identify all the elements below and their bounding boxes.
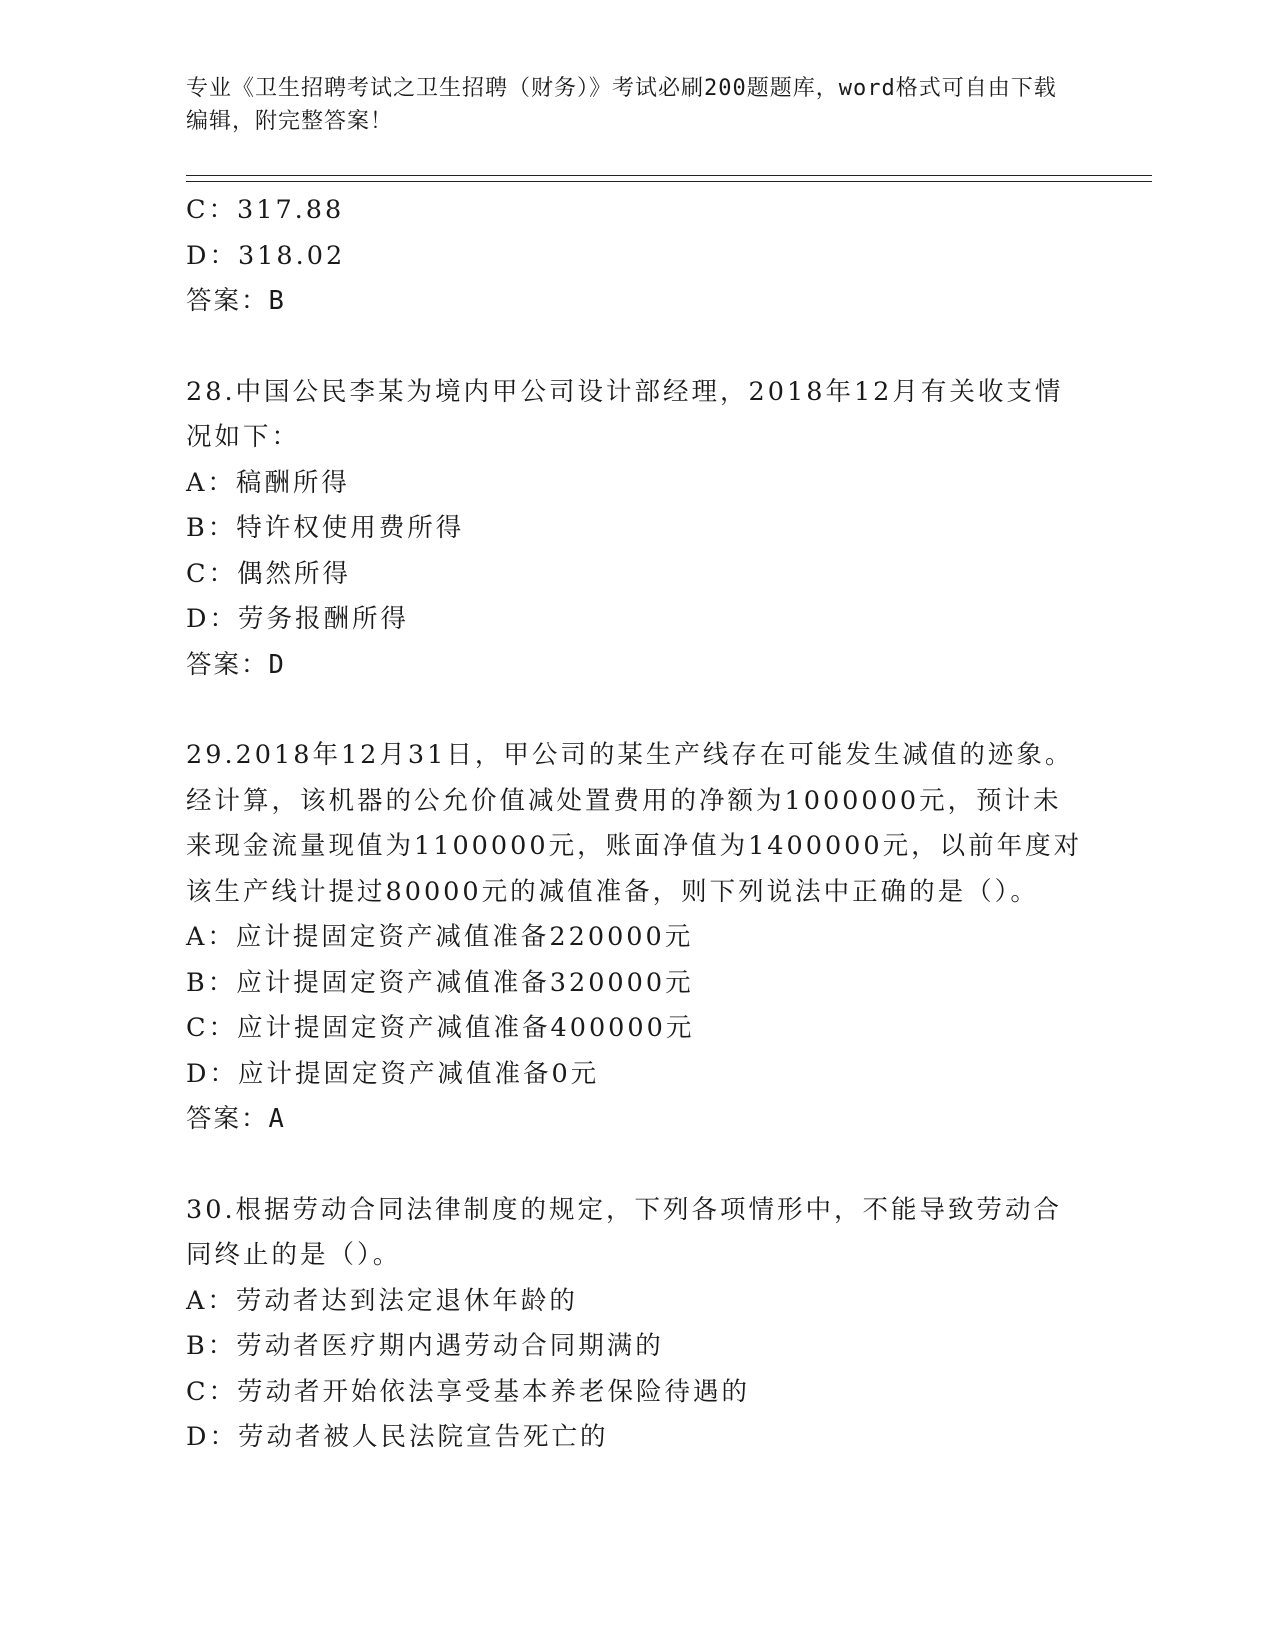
- option-c: C：317.88: [186, 195, 345, 225]
- question-title-line: 30.根据劳动合同法律制度的规定，下列各项情形中，不能导致劳动合: [186, 1194, 1063, 1225]
- question-27-tail: [186, 188, 1086, 325]
- option-d: D：318.02: [186, 240, 346, 271]
- header-divider-top: [186, 175, 1152, 176]
- option-d: D：应计提固定资产减值准备0元: [186, 1058, 600, 1089]
- question-28: [186, 370, 1086, 689]
- option-a: A：应计提固定资产减值准备220000元: [186, 922, 694, 952]
- document-header: 专业《卫生招聘考试之卫生招聘（财务）》考试必刷200题题库，word格式可自由下载编辑，附完整答案！: [186, 76, 1057, 134]
- option-b: B：劳动者医疗期内遇劳动合同期满的: [186, 1331, 664, 1361]
- option-a: A：劳动者达到法定退休年龄的: [186, 1285, 578, 1316]
- option-b: B：应计提固定资产减值准备320000元: [186, 967, 694, 998]
- answer-value: B: [268, 286, 286, 316]
- question-title-line: 29.2018年12月31日，甲公司的某生产线存在可能发生减值的迹象。: [186, 740, 1074, 770]
- option-d: D：劳务报酬所得: [186, 604, 409, 634]
- question-title-line: 况如下：: [186, 422, 301, 452]
- question-30: [186, 1188, 1086, 1461]
- question-title-line: 28.中国公民李某为境内甲公司设计部经理，2018年12月有关收支情: [186, 376, 1064, 407]
- question-29: [186, 733, 1086, 1143]
- question-list: [186, 188, 1086, 1461]
- option-c: C：劳动者开始依法享受基本养老保险待遇的: [186, 1376, 751, 1407]
- question-title-line: 该生产线计提过80000元的减值准备，则下列说法中正确的是（）。: [186, 876, 1039, 907]
- option-c: C：偶然所得: [186, 558, 352, 589]
- answer-line: [186, 643, 1086, 689]
- option-a: A：稿酬所得: [186, 467, 350, 498]
- answer-value: D: [268, 649, 286, 680]
- answer-line: [186, 279, 1086, 325]
- option-b: B：特许权使用费所得: [186, 513, 465, 543]
- option-d: D：劳动者被人民法院宣告死亡的: [186, 1422, 609, 1452]
- header-divider-bottom: [186, 181, 1152, 182]
- question-title-line: 来现金流量现值为1100000元，账面净值为1400000元，以前年度对: [186, 831, 1083, 861]
- option-c: C：应计提固定资产减值准备400000元: [186, 1013, 695, 1043]
- answer-label: 答案：: [186, 1104, 269, 1134]
- question-title-line: 经计算，该机器的公允价值减处置费用的净额为1000000元，预计未: [186, 785, 1062, 816]
- answer-label: 答案：: [186, 286, 269, 316]
- question-title-line: 同终止的是（）。: [186, 1240, 402, 1270]
- answer-label: 答案：: [186, 649, 269, 680]
- answer-line: [186, 1097, 1086, 1143]
- answer-value: A: [268, 1104, 286, 1134]
